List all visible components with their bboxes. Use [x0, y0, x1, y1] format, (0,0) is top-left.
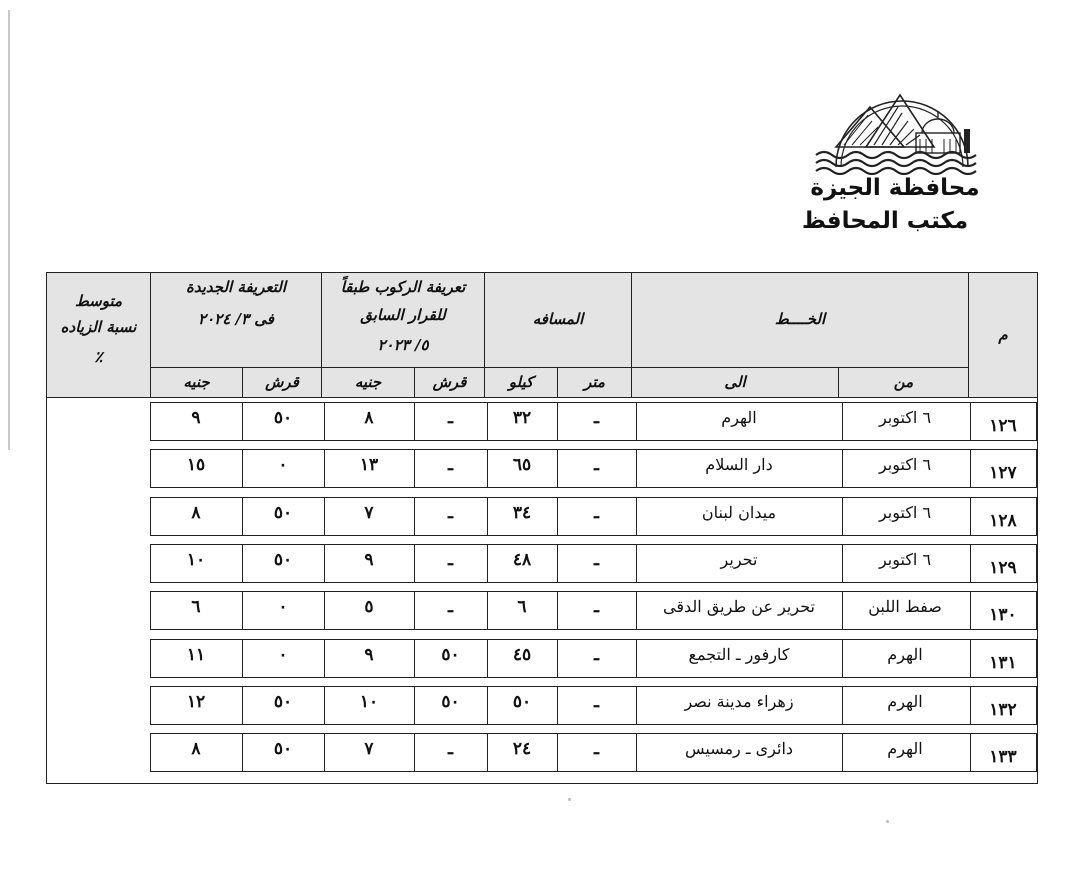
grid-line	[1036, 402, 1037, 441]
pyramids-emblem-icon	[808, 55, 984, 175]
fares-table	[46, 272, 1038, 784]
row-index-cell: ١٣٣	[989, 747, 1017, 768]
row-to-cell: زهراء مدينة نصر	[684, 691, 794, 711]
row-from-cell: صفط اللبن	[868, 597, 942, 617]
row-old-piaster-cell: ـ	[448, 408, 453, 428]
row-old-pound-cell: ٧	[364, 739, 374, 760]
header-from-label: من	[893, 373, 914, 391]
row-old-pound-cell: ٧	[364, 502, 374, 523]
row-meter-cell: ـ	[594, 455, 599, 476]
row-old-piaster-cell: ٥٠	[441, 691, 460, 712]
row-new-pound-cell: ١٠	[186, 549, 206, 570]
grid-line	[150, 402, 1037, 403]
row-new-piaster-cell: ٥٠	[273, 502, 293, 523]
row-kilo-cell: ٤٨	[512, 549, 532, 570]
row-index-cell: ١٢٦	[989, 416, 1017, 436]
grid-line	[1036, 639, 1037, 678]
grid-line	[150, 449, 1037, 450]
row-old-pound-cell: ٩	[364, 644, 374, 665]
header-old-piaster-label: قرش	[432, 373, 467, 391]
row-new-pound-cell: ٩	[191, 408, 201, 428]
scan-speck	[568, 798, 571, 801]
row-kilo-cell: ٦	[517, 597, 527, 618]
grid-line	[1036, 733, 1037, 772]
row-old-piaster-cell: ـ	[448, 455, 453, 476]
header-new-pound-label: جنيه	[183, 373, 210, 391]
row-old-piaster-cell: ـ	[448, 549, 453, 570]
header-line-label: الخــــط	[774, 310, 826, 328]
row-new-pound-cell: ٨	[191, 739, 201, 760]
header-avg-line3: ٪	[94, 348, 103, 366]
header-avg-line2: نسبة الزياده	[60, 318, 137, 336]
row-new-pound-cell: ١١	[186, 644, 206, 665]
grid-line	[1036, 544, 1037, 583]
grid-line	[150, 440, 1037, 441]
header-new-fare-line1: التعريفة الجديدة	[185, 278, 286, 296]
grid-line	[46, 398, 47, 784]
grid-line	[150, 686, 1037, 687]
grid-line	[1036, 449, 1037, 488]
grid-line	[1036, 591, 1037, 630]
grid-line	[150, 591, 1037, 592]
row-old-piaster-cell: ٥٠	[441, 644, 460, 665]
row-kilo-cell: ٣٢	[512, 408, 532, 428]
row-from-cell: الهرم	[887, 691, 923, 711]
row-meter-cell: ـ	[594, 502, 599, 523]
row-new-piaster-cell: ٠	[278, 597, 288, 618]
row-index-cell: ١٣٠	[989, 605, 1017, 626]
grid-line	[150, 582, 1037, 583]
row-old-pound-cell: ٨	[364, 408, 374, 428]
grid-line	[150, 724, 1037, 725]
header-distance-label: المسافه	[532, 310, 584, 328]
row-meter-cell: ـ	[594, 691, 599, 712]
header-new-piaster-label: قرش	[265, 373, 299, 391]
row-index-cell: ١٣١	[989, 652, 1017, 673]
row-old-pound-cell: ٥	[364, 597, 374, 618]
grid-line	[150, 497, 1037, 498]
row-old-pound-cell: ١٣	[359, 455, 379, 476]
row-index-cell: ١٢٨	[989, 510, 1017, 531]
grid-line	[150, 733, 1037, 734]
header-meter-label: متر	[584, 373, 605, 391]
row-new-piaster-cell: ٥٠	[273, 408, 293, 428]
governorate-name: محافظة الجيزة	[810, 175, 980, 201]
row-old-piaster-cell: ـ	[448, 739, 453, 760]
row-new-pound-cell: ٨	[191, 502, 201, 523]
row-from-cell: الهرم	[887, 739, 923, 759]
row-new-piaster-cell: ٥٠	[273, 739, 293, 760]
row-old-piaster-cell: ـ	[448, 597, 453, 618]
header-old-pound-label: جنيه	[354, 373, 382, 391]
row-from-cell: ٦ اكتوبر	[878, 549, 932, 569]
row-from-cell: ٦ اكتوبر	[878, 502, 932, 522]
grid-line	[150, 544, 1037, 545]
header-new-fare-line2: فى ٣/ ٢٠٢٤	[198, 310, 274, 328]
grid-line	[150, 677, 1037, 678]
row-to-cell: تحرير عن طريق الدقى	[663, 597, 815, 617]
grid-line	[46, 783, 1038, 784]
grid-line	[1036, 686, 1037, 725]
row-kilo-cell: ٦٥	[512, 455, 532, 476]
grid-line	[1037, 398, 1038, 784]
row-old-piaster-cell: ـ	[448, 502, 453, 523]
row-new-piaster-cell: ٥٠	[273, 691, 293, 712]
row-from-cell: ٦ اكتوبر	[878, 408, 932, 427]
row-old-pound-cell: ١٠	[359, 691, 379, 712]
row-new-pound-cell: ١٢	[186, 691, 206, 712]
row-kilo-cell: ٣٤	[512, 502, 532, 523]
row-from-cell: ٦ اكتوبر	[878, 455, 932, 475]
header-to-label: الى	[724, 373, 746, 391]
row-kilo-cell: ٤٥	[512, 644, 532, 665]
row-kilo-cell: ٥٠	[512, 691, 532, 712]
grid-line	[150, 535, 1037, 536]
row-from-cell: الهرم	[887, 644, 923, 664]
row-kilo-cell: ٢٤	[512, 739, 532, 760]
row-meter-cell: ـ	[594, 549, 599, 570]
header-old-fare-line2: للقرار السابق	[360, 306, 446, 324]
header-old-fare-line1: تعريفة الركوب طبقاً	[340, 278, 466, 296]
row-new-pound-cell: ١٥	[186, 455, 206, 476]
header-kilo-label: كيلو	[508, 373, 534, 391]
row-to-cell: كارفور ـ التجمع	[688, 644, 790, 664]
row-meter-cell: ـ	[594, 644, 599, 665]
row-index-cell: ١٣٢	[989, 699, 1017, 720]
row-index-cell: ١٢٩	[989, 557, 1017, 578]
grid-line	[150, 629, 1037, 630]
page-edge-line	[8, 10, 10, 450]
row-to-cell: ميدان لبنان	[701, 502, 777, 522]
row-to-cell: دار السلام	[705, 455, 773, 475]
row-old-pound-cell: ٩	[364, 549, 374, 570]
scan-speck	[886, 820, 889, 823]
office-name: مكتب المحافظ	[801, 208, 969, 234]
row-meter-cell: ـ	[594, 408, 599, 428]
row-new-pound-cell: ٦	[191, 597, 201, 618]
row-new-piaster-cell: ٠	[278, 644, 288, 665]
row-new-piaster-cell: ٠	[278, 455, 288, 476]
row-meter-cell: ـ	[594, 739, 599, 760]
grid-line	[150, 639, 1037, 640]
row-new-piaster-cell: ٥٠	[273, 549, 293, 570]
row-meter-cell: ـ	[594, 597, 599, 618]
grid-line	[1036, 497, 1037, 536]
row-to-cell: الهرم	[721, 408, 757, 427]
grid-line	[150, 487, 1037, 488]
header-avg-line1: متوسط	[74, 292, 123, 310]
header-index-label: م	[998, 326, 1008, 344]
row-index-cell: ١٢٧	[989, 463, 1017, 484]
grid-line	[150, 771, 1037, 772]
row-to-cell: تحرير	[720, 549, 758, 569]
header-old-fare-line3: ٥/ ٢٠٢٣	[377, 336, 429, 354]
row-to-cell: دائرى ـ رمسيس	[684, 739, 794, 759]
